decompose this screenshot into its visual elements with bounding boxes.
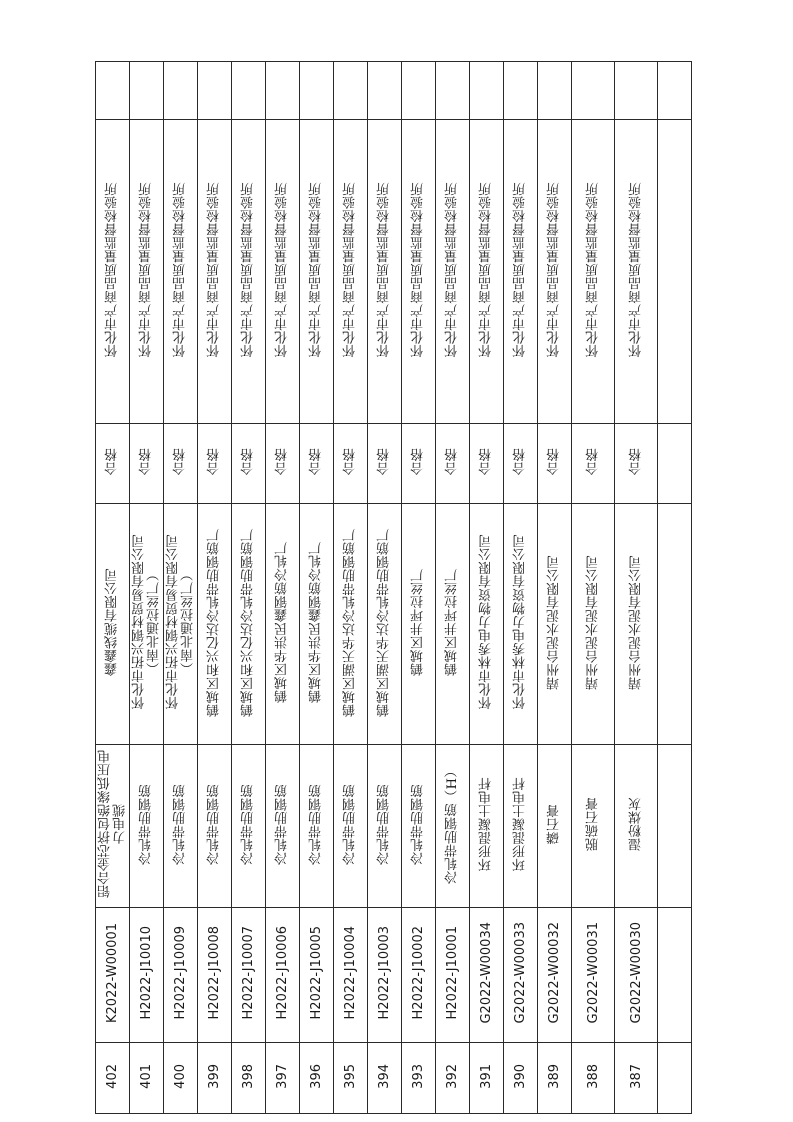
product-name: 环形混凝土电杆 [479, 776, 494, 872]
code-cell [504, 908, 538, 1043]
empty-cell [658, 1043, 692, 1114]
company-cell [232, 504, 266, 745]
inspection-result: 合格 [173, 448, 188, 475]
agency-cell [368, 120, 402, 424]
company-name-line: 靖州台泥水泥有限公司 [628, 554, 644, 690]
code-cell [266, 908, 300, 1043]
serial-number: 387 [628, 1063, 644, 1089]
product-name: 冷轧带肋钢筋 [139, 783, 154, 865]
product-cell [504, 745, 538, 908]
agency-cell [300, 120, 334, 424]
company-name-line: 鹤城区华洪民鑫钢筋冷轧厂 [275, 541, 290, 703]
inspection-agency: 怀化市产商品质量监督检验所 [445, 181, 460, 358]
inspection-agency: 怀化市产商品质量监督检验所 [275, 181, 290, 358]
inspection-agency: 怀化市产商品质量监督检验所 [105, 181, 120, 358]
field-row-company [96, 504, 692, 745]
product-name: 湿粉煤灰 [628, 797, 644, 851]
result-cell [164, 424, 198, 504]
sample-code: H2022-J10005 [309, 926, 324, 1020]
product-name: 冷轧带肋钢筋 [241, 783, 256, 865]
field-row-no [96, 1043, 692, 1114]
agency-cell [538, 120, 572, 424]
inspection-result: 合格 [628, 448, 644, 475]
company-name-line: 鹤城区华洪民鑫钢筋冷轧厂 [309, 541, 324, 703]
code-cell [300, 908, 334, 1043]
no-cell [470, 1043, 504, 1114]
agency-cell [436, 120, 470, 424]
no-cell [164, 1043, 198, 1114]
empty-cell [232, 62, 266, 120]
no-cell [504, 1043, 538, 1114]
sample-code: G2022-W00031 [585, 922, 601, 1024]
product-cell [436, 745, 470, 908]
company-name-line: 鹤城区和兴亿达冷轧带肋钢筋厂 [241, 527, 256, 717]
product-cell [164, 745, 198, 908]
code-cell [538, 908, 572, 1043]
code-cell [402, 908, 436, 1043]
no-cell [368, 1043, 402, 1114]
inspection-agency: 怀化市产商品质量监督检验所 [207, 181, 222, 358]
product-name: 冷轧带肋钢筋 [343, 783, 358, 865]
empty-cell [504, 62, 538, 120]
company-name [275, 541, 290, 703]
company-cell [130, 504, 164, 745]
company-name-line: （南北通拉丝厂） [180, 568, 196, 676]
company-name-line: 鹤城区湖天华达冷轧带肋钢筋厂 [377, 527, 392, 717]
company-name [309, 541, 324, 703]
no-cell [96, 1043, 130, 1114]
company-name [411, 568, 426, 676]
inspection-result: 合格 [547, 448, 562, 475]
serial-number: 396 [309, 1063, 324, 1089]
empty-cell [658, 504, 692, 745]
serial-number: 391 [479, 1063, 494, 1089]
empty-cell [130, 62, 164, 120]
serial-number: 399 [207, 1063, 222, 1089]
no-cell [130, 1043, 164, 1114]
code-cell [436, 908, 470, 1043]
product-name: 冷轧带肋钢筋 [411, 783, 426, 865]
result-cell [232, 424, 266, 504]
product-name: 冷轧带肋钢筋 [275, 783, 290, 865]
inspection-agency: 怀化市产商品质量监督检验所 [139, 181, 154, 358]
code-cell [232, 908, 266, 1043]
product-name: 冷轧带肋钢筋 [173, 783, 188, 865]
inspection-result: 合格 [207, 448, 222, 475]
product-name: 冷轧带肋钢筋 [309, 783, 324, 865]
product-name: 脱硫石膏 [585, 797, 601, 851]
code-cell [334, 908, 368, 1043]
product-cell [538, 745, 572, 908]
company-name [513, 534, 528, 710]
no-cell [402, 1043, 436, 1114]
no-cell [232, 1043, 266, 1114]
company-name-line: 鹤城区和兴亿达冷轧带肋钢筋厂 [207, 527, 222, 717]
sample-code: H2022-J10006 [275, 926, 290, 1020]
sample-code: G2022-W00033 [513, 922, 528, 1024]
code-cell [572, 908, 615, 1043]
header-strip-row [96, 62, 692, 120]
result-cell [96, 424, 130, 504]
company-name-line: 鹤城区井坪拉丝厂 [445, 568, 460, 676]
company-name [105, 568, 120, 676]
company-name [547, 555, 562, 690]
agency-cell [198, 120, 232, 424]
company-name-line: 靖州台泥水泥有限公司 [547, 554, 562, 690]
company-cell [538, 504, 572, 745]
no-cell [538, 1043, 572, 1114]
result-cell [436, 424, 470, 504]
result-cell [470, 424, 504, 504]
product-name: 磷石膏 [547, 803, 562, 845]
no-cell [436, 1043, 470, 1114]
inspection-result: 合格 [585, 448, 601, 475]
empty-cell [658, 908, 692, 1043]
inspection-result: 合格 [139, 448, 154, 475]
empty-cell [436, 62, 470, 120]
code-cell [164, 908, 198, 1043]
product-cell [198, 745, 232, 908]
agency-cell [402, 120, 436, 424]
serial-number: 388 [585, 1063, 601, 1089]
agency-cell [572, 120, 615, 424]
company-cell [164, 504, 198, 745]
company-name [586, 555, 601, 690]
product-cell [300, 745, 334, 908]
serial-number: 398 [241, 1063, 256, 1089]
inspection-results-table [95, 61, 692, 1114]
company-name-line: 怀化市拓兴钢材贸易有限公司 [165, 534, 181, 710]
empty-cell [615, 62, 658, 120]
inspection-result: 合格 [241, 448, 256, 475]
no-cell [198, 1043, 232, 1114]
sample-code: H2022-J10004 [343, 926, 358, 1020]
empty-cell [368, 62, 402, 120]
result-cell [615, 424, 658, 504]
sample-code: G2022-W00032 [547, 922, 562, 1024]
product-cell [572, 745, 615, 908]
product-name: 冷轧带肋钢筋（H） [445, 764, 460, 884]
agency-cell [232, 120, 266, 424]
company-name-line: 鹤城区井坪拉丝厂 [411, 568, 426, 676]
inspection-result: 合格 [445, 448, 460, 475]
company-cell [334, 504, 368, 745]
no-cell [300, 1043, 334, 1114]
company-name [207, 528, 222, 717]
result-cell [198, 424, 232, 504]
company-cell [402, 504, 436, 745]
company-name [479, 534, 494, 710]
result-cell [368, 424, 402, 504]
agency-cell [164, 120, 198, 424]
inspection-result: 合格 [275, 448, 290, 475]
result-cell [130, 424, 164, 504]
inspection-agency: 怀化市产商品质量监督检验所 [309, 181, 324, 358]
product-cell [96, 745, 130, 908]
agency-cell [96, 120, 130, 424]
inspection-agency: 怀化市产商品质量监督检验所 [411, 181, 426, 358]
inspection-agency: 怀化市产商品质量监督检验所 [479, 181, 494, 358]
empty-cell [402, 62, 436, 120]
inspection-result: 合格 [105, 448, 120, 475]
serial-number: 393 [411, 1063, 426, 1089]
product-cell [334, 745, 368, 908]
company-cell [300, 504, 334, 745]
company-name-line: 怀化市拓兴钢材贸易有限公司 [131, 534, 147, 710]
code-cell [130, 908, 164, 1043]
code-cell [470, 908, 504, 1043]
sample-code: H2022-J10003 [377, 926, 392, 1020]
product-cell [232, 745, 266, 908]
inspection-agency: 怀化市产商品质量监督检验所 [173, 181, 188, 358]
company-cell [368, 504, 402, 745]
inspection-result: 合格 [343, 448, 358, 475]
company-name [343, 528, 358, 717]
code-cell [368, 908, 402, 1043]
empty-cell [470, 62, 504, 120]
product-name: 冷轧带肋钢筋 [377, 783, 392, 865]
inspection-agency: 怀化市产商品质量监督检验所 [585, 181, 601, 358]
agency-cell [130, 120, 164, 424]
inspection-agency: 怀化市产商品质量监督检验所 [547, 181, 562, 358]
empty-cell [658, 120, 692, 424]
inspection-agency: 怀化市产商品质量监督检验所 [377, 181, 392, 358]
result-cell [538, 424, 572, 504]
agency-cell [266, 120, 300, 424]
empty-cell [266, 62, 300, 120]
agency-cell [334, 120, 368, 424]
inspection-result: 合格 [513, 448, 528, 475]
product-name: 环形混凝土电杆 [513, 776, 528, 872]
result-cell [334, 424, 368, 504]
inspection-results-table-wrapper [95, 61, 661, 1113]
inspection-agency: 怀化市产商品质量监督检验所 [628, 181, 644, 358]
company-name-line: 怀化市林秀电力物资有限公司 [513, 534, 528, 710]
company-name [377, 528, 392, 717]
sample-code: H2022-J10002 [411, 926, 426, 1020]
serial-number: 392 [445, 1063, 460, 1089]
product-cell [266, 745, 300, 908]
no-cell [334, 1043, 368, 1114]
company-name [629, 555, 644, 690]
sample-code: H2022-J10009 [173, 926, 188, 1020]
product-cell [130, 745, 164, 908]
company-name [241, 528, 256, 717]
product-cell [368, 745, 402, 908]
company-name-line: （南北通拉丝厂） [146, 568, 162, 676]
agency-cell [504, 120, 538, 424]
serial-number: 395 [343, 1063, 358, 1089]
product-name: 铝合金芯挤包绝缘低压电力电缆 [97, 749, 128, 899]
empty-cell [658, 424, 692, 504]
empty-cell [334, 62, 368, 120]
code-cell [198, 908, 232, 1043]
agency-cell [470, 120, 504, 424]
no-cell [615, 1043, 658, 1114]
serial-number: 397 [275, 1063, 290, 1089]
company-cell [470, 504, 504, 745]
sample-code: H2022-J10008 [207, 926, 222, 1020]
inspection-result: 合格 [479, 448, 494, 475]
result-cell [504, 424, 538, 504]
result-cell [266, 424, 300, 504]
empty-cell [198, 62, 232, 120]
empty-cell [658, 62, 692, 120]
company-name-line: 怀化市林秀电力物资有限公司 [479, 534, 494, 710]
field-row-agency [96, 120, 692, 424]
company-cell [504, 504, 538, 745]
field-row-product [96, 745, 692, 908]
empty-cell [300, 62, 334, 120]
company-name [132, 534, 162, 710]
company-name-line: 鹤城区湖天华达冷轧带肋钢筋厂 [343, 527, 358, 717]
company-cell [572, 504, 615, 745]
empty-cell [96, 62, 130, 120]
inspection-agency: 怀化市产商品质量监督检验所 [343, 181, 358, 358]
company-cell [266, 504, 300, 745]
no-cell [266, 1043, 300, 1114]
serial-number: 401 [139, 1063, 154, 1089]
no-cell [572, 1043, 615, 1114]
serial-number: 390 [513, 1063, 528, 1089]
inspection-agency: 怀化市产商品质量监督检验所 [513, 181, 528, 358]
company-name-line: 靖州台泥水泥有限公司 [585, 554, 601, 690]
empty-cell [538, 62, 572, 120]
inspection-result: 合格 [377, 448, 392, 475]
inspection-result: 合格 [309, 448, 324, 475]
product-cell [615, 745, 658, 908]
serial-number: 400 [173, 1063, 188, 1089]
company-name-line: 鑫鑫线缆有限公司 [105, 568, 120, 676]
result-cell [300, 424, 334, 504]
empty-cell [164, 62, 198, 120]
empty-cell [658, 745, 692, 908]
company-cell [96, 504, 130, 745]
inspection-result: 合格 [411, 448, 426, 475]
serial-number: 389 [547, 1063, 562, 1089]
company-cell [436, 504, 470, 745]
company-cell [198, 504, 232, 745]
sample-code: H2022-J10007 [241, 926, 256, 1020]
company-name [445, 568, 460, 676]
serial-number: 402 [105, 1063, 120, 1089]
sample-code: H2022-J10001 [445, 926, 460, 1020]
sample-code: G2022-W00034 [479, 922, 494, 1024]
product-cell [402, 745, 436, 908]
code-cell [96, 908, 130, 1043]
company-cell [615, 504, 658, 745]
sample-code: G2022-W00030 [628, 922, 644, 1024]
empty-cell [572, 62, 615, 120]
field-row-result [96, 424, 692, 504]
result-cell [572, 424, 615, 504]
serial-number: 394 [377, 1063, 392, 1089]
sample-code: H2022-J10010 [139, 926, 154, 1020]
company-name [166, 534, 196, 710]
inspection-agency: 怀化市产商品质量监督检验所 [241, 181, 256, 358]
field-row-code [96, 908, 692, 1043]
code-cell [615, 908, 658, 1043]
agency-cell [615, 120, 658, 424]
product-name: 冷轧带肋钢筋 [207, 783, 222, 865]
product-cell [470, 745, 504, 908]
sample-code: K2022-W00001 [105, 923, 120, 1023]
result-cell [402, 424, 436, 504]
